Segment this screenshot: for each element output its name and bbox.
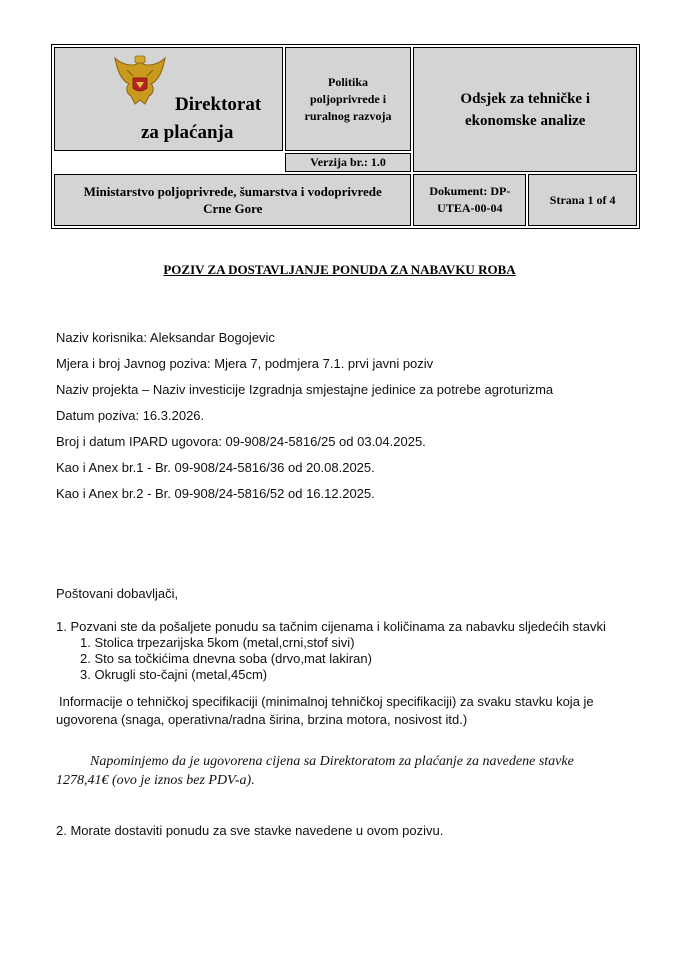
greeting: Poštovani dobavljači,: [56, 586, 179, 601]
info-line-project: Naziv projekta – Naziv investicije Izgradnja smjestajne jedinice za potrebe agroturizma: [56, 382, 554, 397]
point-2: 2. Morate dostaviti ponudu za sve stavke navedene u ovom pozivu.: [56, 823, 444, 838]
policy-cell: [285, 47, 412, 151]
info-line-annex1: Kao i Anex br.1 - Br. 09-908/24-5816/36 od 20.08.2025.: [56, 460, 375, 475]
ministry-line1: Ministarstvo poljoprivrede, šumarstva i vodoprivrede: [83, 184, 382, 199]
policy-line2: poljoprivrede i: [309, 91, 387, 106]
page-number-cell: Strana 1 of 4: [528, 174, 637, 226]
info-line-date: Datum poziva: 16.3.2026.: [56, 408, 205, 423]
policy-line3: ruralnog razvoja: [304, 108, 392, 123]
info-line-contract: Broj i datum IPARD ugovora: 09-908/24-5816/25 od 03.04.2025.: [56, 434, 426, 449]
department-line2: ekonomske analize: [465, 112, 586, 129]
info-line-annex2: Kao i Anex br.2 - Br. 09-908/24-5816/52 od 16.12.2025.: [56, 486, 375, 501]
header-table: [51, 44, 640, 229]
item-3: 3. Okrugli sto-čajni (metal,45cm): [80, 667, 268, 682]
spec-line2: ugovorena (snaga, operativna/radna širina, brzina motora, nosivost itd.): [56, 712, 468, 727]
org-name-line2: za plaćanja: [141, 122, 234, 143]
ministry-line2: Crne Gore: [203, 201, 263, 216]
info-line-measure: Mjera i broj Javnog poziva: Mjera 7, podmjera 7.1. prvi javni poziv: [56, 356, 434, 371]
org-cell: [54, 47, 283, 151]
coat-of-arms-icon: [113, 54, 167, 110]
item-2: 2. Sto sa točkićima dnevna soba (drvo,mat lakiran): [80, 651, 372, 666]
org-spacer: [54, 153, 283, 172]
document-title: POZIV ZA DOSTAVLJANJE PONUDA ZA NABAVKU ROBA: [163, 262, 516, 277]
department-cell: [413, 47, 637, 172]
spec-line1: Informacije o tehničkoj specifikaciji (minimalnoj tehničkoj specifikaciji) za svaku stavku koja je: [59, 694, 594, 709]
document-line2: UTEA-00-04: [437, 201, 503, 215]
ministry-cell: [54, 174, 411, 226]
document-line1: Dokument: DP-: [429, 184, 511, 198]
note-line2: 1278,41€ (ovo je iznos bez PDV-a).: [56, 773, 255, 788]
note-line1: Napominjemo da je ugovorena cijena sa Direktoratom za plaćanje za navedene stavke: [90, 754, 574, 769]
department-line1: Odsjek za tehničke i: [460, 90, 591, 107]
item-1: 1. Stolica trpezarijska 5kom (metal,crni,stof sivi): [80, 635, 355, 650]
version-cell: Verzija br.: 1.0: [285, 153, 412, 172]
policy-line1: Politika: [328, 74, 369, 89]
document-id-cell: [413, 174, 526, 226]
info-line-user: Naziv korisnika: Aleksandar Bogojevic: [56, 330, 275, 345]
document-header: [51, 44, 640, 216]
point-1: 1. Pozvani ste da pošaljete ponudu sa tačnim cijenama i količinama za nabavku sljedećih stavki: [56, 619, 606, 634]
org-name-line1: Direktorat: [175, 94, 262, 115]
